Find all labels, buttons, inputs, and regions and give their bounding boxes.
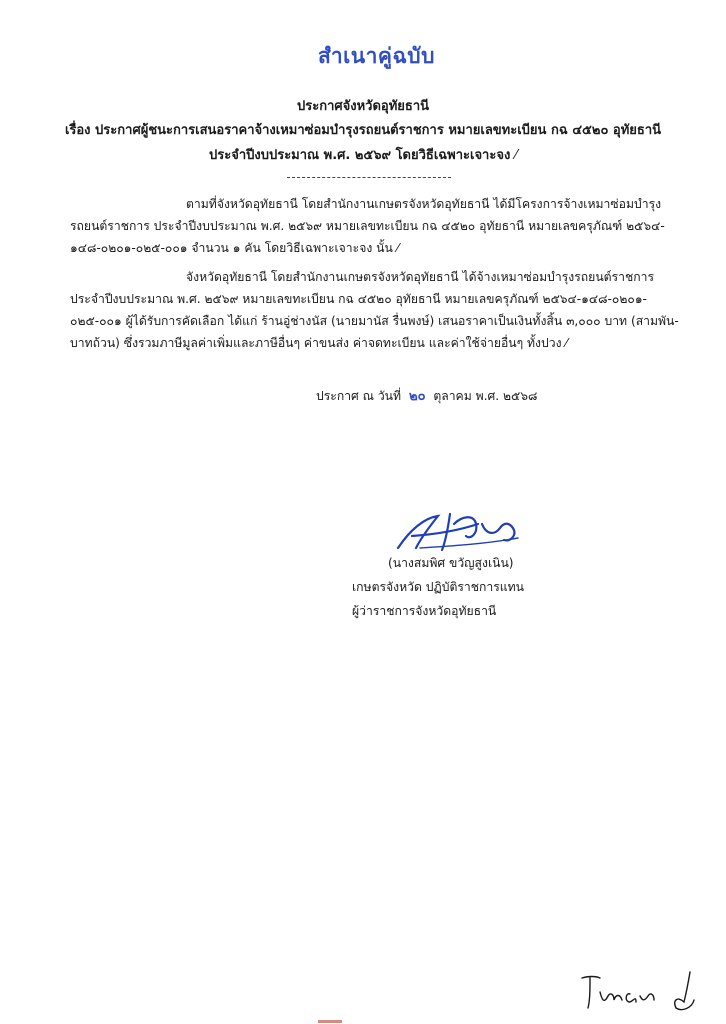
copy-stamp: สำเนาคู่ฉบับ <box>318 44 435 68</box>
announce-month-year: ตุลาคม พ.ศ. ๒๕๖๘ <box>433 389 538 403</box>
paragraph-2 <box>70 266 679 354</box>
paragraph-line: ๐๒๕-๐๐๑ ผู้ได้รับการคัดเลือก ได้แก่ ร้านอู่ช่างนัส (นายมานัส รื่นพงษ์) เสนอราคาเป็นเงินทั้งสิ้น ๓,๐๐๐ บาท (สามพัน- <box>70 314 679 328</box>
announce-date <box>316 385 537 406</box>
paragraph-text: บาทถ้วน) ซึ่งรวมภาษีมูลค่าเพิ่มและภาษีอื่นๆ ค่าขนส่ง ค่าจดทะเบียน และค่าใช้จ่ายอื่นๆ ทั้งปวง <box>70 336 562 350</box>
initials-signature <box>578 966 708 1016</box>
announcement-subject-cont <box>0 144 726 165</box>
paragraph-1 <box>70 193 676 259</box>
paragraph-line: จังหวัดอุทัยธานี โดยสำนักงานเกษตรจังหวัดอุทัยธานี ได้จ้างเหมาซ่อมบำรุงรถยนต์ราชการ <box>186 270 654 284</box>
signature <box>390 500 530 560</box>
announcement-subject: เรื่อง ประกาศผู้ชนะการเสนอราคาจ้างเหมาซ่อมบำรุงรถยนต์ราชการ หมายเลขทะเบียน กฉ ๔๕๒๐ อุทัยธานี <box>64 123 662 138</box>
signer-position-2: ผู้ว่าราชการจังหวัดอุทัยธานี <box>352 604 497 618</box>
divider <box>287 177 451 178</box>
announcement-title: ประกาศจังหวัดอุทัยธานี <box>296 99 430 114</box>
check-mark-icon: ⁄ <box>565 336 568 350</box>
announce-prefix: ประกาศ ณ วันที่ <box>316 389 402 403</box>
subject-text: ประจำปีงบประมาณ พ.ศ. ๒๕๖๙ โดยวิธีเฉพาะเจาะจง <box>208 148 511 163</box>
paragraph-text: ๑๔๘-๐๒๐๑-๐๒๕-๐๐๑ จำนวน ๑ คัน โดยวิธีเฉพาะเจาะจง นั้น <box>70 241 393 255</box>
paragraph-line <box>70 332 676 354</box>
handwritten-day: ๒๐ <box>408 388 426 405</box>
paragraph-line: รถยนต์ราชการ ประจำปีงบประมาณ พ.ศ. ๒๕๖๙ หมายเลขทะเบียน กฉ ๔๕๒๐ อุทัยธานี หมายเลขครุภัณฑ์ ๒๕๖๔- <box>70 219 665 233</box>
paragraph-line <box>70 237 676 259</box>
signer-name: (นางสมพิศ ขวัญสูงเนิน) <box>388 556 514 570</box>
check-mark-icon: ⁄ <box>514 148 518 163</box>
paragraph-line: ตามที่จังหวัดอุทัยธานี โดยสำนักงานเกษตรจังหวัดอุทัยธานี ได้มีโครงการจ้างเหมาซ่อมบำรุง <box>186 197 662 211</box>
signer-position: เกษตรจังหวัด ปฏิบัติราชการแทน <box>352 580 525 594</box>
paragraph-line: ประจำปีงบประมาณ พ.ศ. ๒๕๖๙ หมายเลขทะเบียน กฉ ๔๕๒๐ อุทัยธานี หมายเลขครุภัณฑ์ ๒๕๖๔-๑๔๘-๐๒๐๑- <box>70 292 647 306</box>
bottom-color-mark <box>318 1020 342 1023</box>
check-mark-icon: ⁄ <box>396 241 399 255</box>
